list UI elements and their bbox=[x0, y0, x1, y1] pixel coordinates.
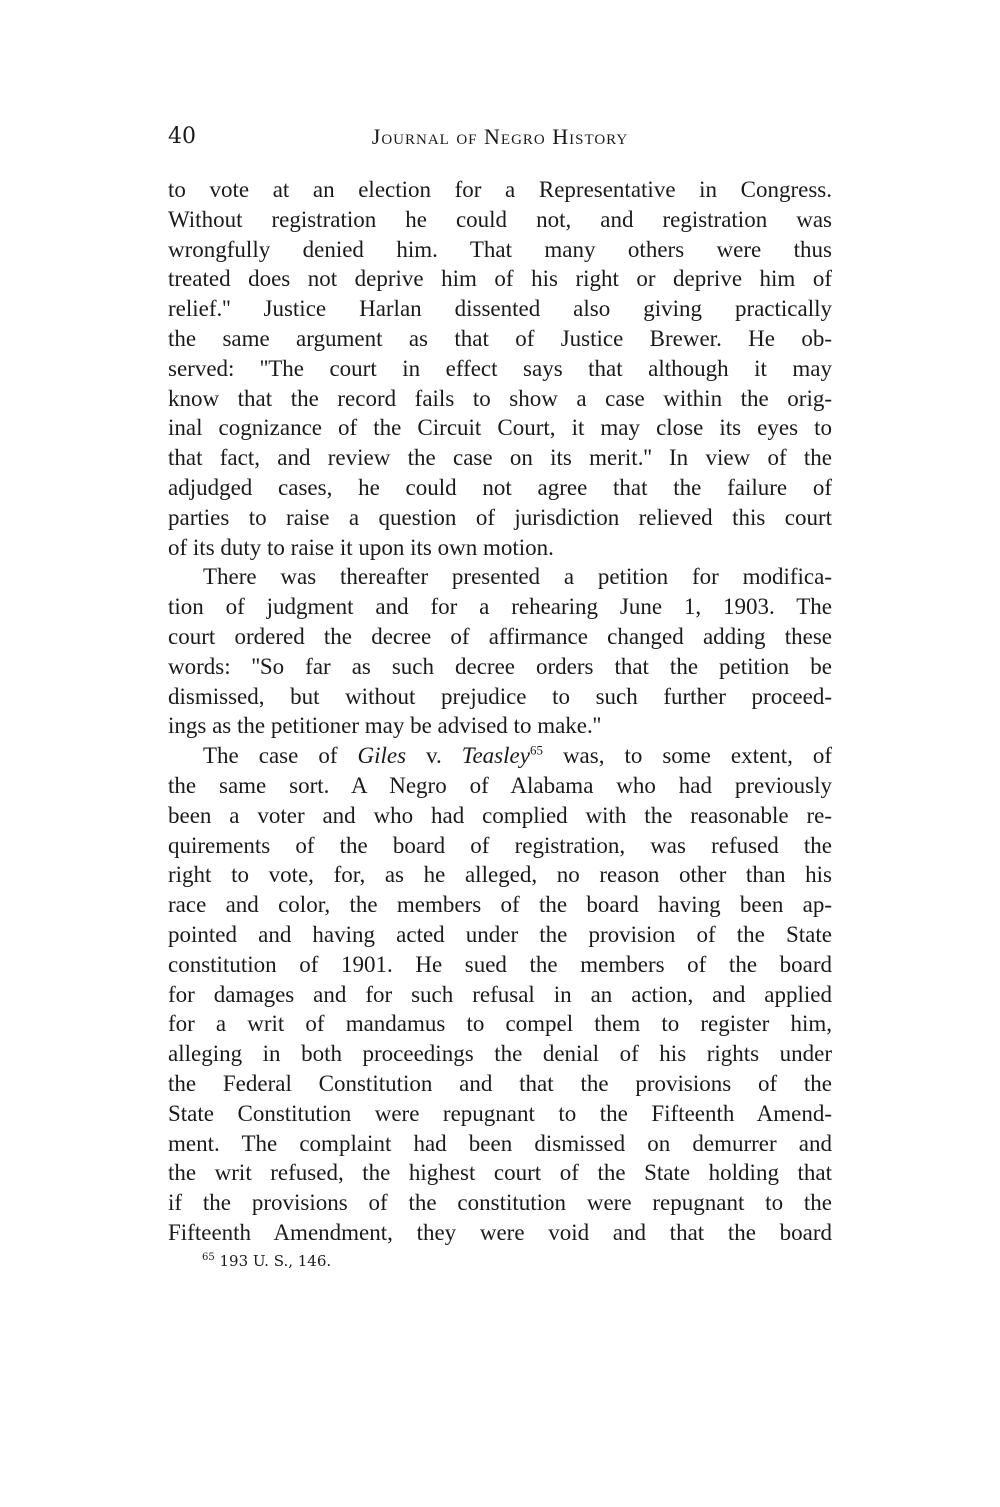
text-line: tion of judgment and for a rehearing June 1, 1903. The bbox=[168, 594, 832, 620]
text-line: State Constitution were repugnant to the Fifteenth Amend- bbox=[168, 1100, 832, 1126]
giles-suffix: was, to some extent, of bbox=[542, 743, 832, 769]
text-line: right to vote, for, as he alleged, no reason other than his bbox=[168, 862, 832, 888]
text-line: adjudged cases, he could not agree that the failure of bbox=[168, 474, 832, 500]
case-name-giles: Giles bbox=[357, 743, 407, 769]
text-line: wrongfully denied him. That many others were thus bbox=[168, 236, 832, 262]
text-line: treated does not deprive him of his right or deprive him of bbox=[168, 266, 832, 292]
text-line-giles bbox=[168, 741, 832, 771]
page-number: 40 bbox=[168, 124, 196, 149]
text-line: for damages and for such refusal in an action, and applied bbox=[168, 981, 832, 1007]
text-line: been a voter and who had complied with the reasonable re- bbox=[168, 802, 832, 828]
text-line: the writ refused, the highest court of the State holding that bbox=[168, 1160, 832, 1186]
text-line: served: ''The court in effect says that although it may bbox=[168, 355, 832, 381]
footnote bbox=[202, 1252, 331, 1270]
text-line: of its duty to raise it upon its own motion. bbox=[168, 534, 554, 560]
text-line: parties to raise a question of jurisdiction relieved this court bbox=[168, 504, 832, 530]
running-head: Journal of Negro History bbox=[371, 124, 629, 149]
text-line: relief.'' Justice Harlan dissented also giving practically bbox=[168, 296, 832, 322]
text-line: dismissed, but without prejudice to such further proceed- bbox=[168, 683, 832, 709]
text-line: race and color, the members of the board having been ap- bbox=[168, 892, 832, 918]
page-header bbox=[168, 124, 832, 158]
text-line: the Federal Constitution and that the provisions of the bbox=[168, 1070, 832, 1096]
case-name-teasley: Teasley bbox=[461, 743, 530, 769]
body-text bbox=[168, 175, 832, 1248]
text-line: for a writ of mandamus to compel them to register him, bbox=[168, 1011, 832, 1037]
giles-prefix: The case of bbox=[203, 743, 358, 769]
text-line: the same argument as that of Justice Brewer. He ob- bbox=[168, 325, 832, 351]
text-line: constitution of 1901. He sued the members of the board bbox=[168, 951, 832, 977]
text-line: inal cognizance of the Circuit Court, it may close its eyes to bbox=[168, 415, 832, 441]
text-line: quirements of the board of registration, was refused the bbox=[168, 832, 832, 858]
case-versus: v. bbox=[406, 743, 462, 769]
text-line: to vote at an election for a Representative in Congress. bbox=[168, 177, 832, 202]
footnote-text: 193 U. S., 146. bbox=[214, 1252, 332, 1270]
text-line: Fifteenth Amendment, they were void and that the board bbox=[168, 1219, 832, 1245]
text-line: that fact, and review the case on its merit.'' In view of the bbox=[168, 445, 832, 471]
text-line: the same sort. A Negro of Alabama who had previously bbox=[168, 772, 832, 798]
text-line: ings as the petitioner may be advised to make.'' bbox=[168, 713, 602, 739]
footnote-number: 65 bbox=[202, 1252, 215, 1263]
text-line: There was thereafter presented a petition for modifica- bbox=[203, 564, 832, 590]
text-line: ment. The complaint had been dismissed on demurrer and bbox=[168, 1130, 832, 1156]
text-line: if the provisions of the constitution were repugnant to the bbox=[168, 1190, 832, 1216]
footnote-reference: 65 bbox=[529, 742, 543, 758]
text-line: words: ''So far as such decree orders that the petition be bbox=[168, 653, 832, 679]
text-line: court ordered the decree of affirmance changed adding these bbox=[168, 623, 832, 649]
text-line: know that the record fails to show a case within the orig- bbox=[168, 385, 832, 411]
text-line: Without registration he could not, and registration was bbox=[168, 206, 832, 232]
text-line: pointed and having acted under the provision of the State bbox=[168, 921, 832, 947]
text-line: alleging in both proceedings the denial of his rights under bbox=[168, 1041, 832, 1067]
